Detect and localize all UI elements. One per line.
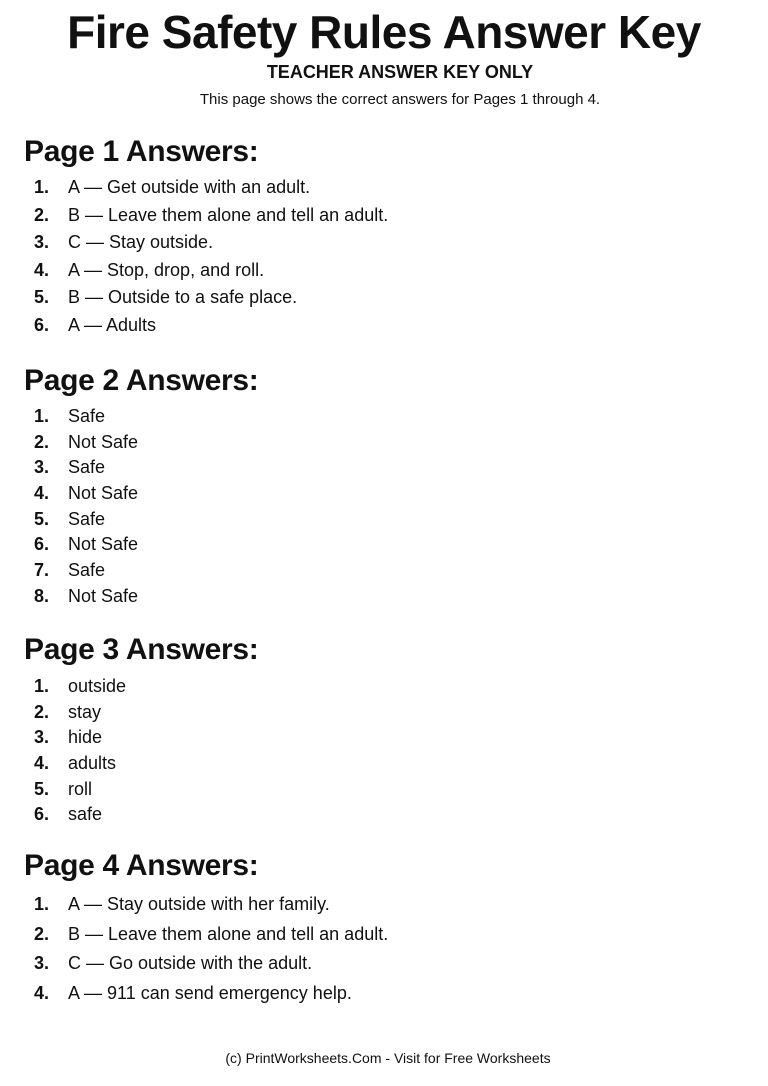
answer-number: 1. bbox=[34, 894, 50, 914]
answer-text: Not Safe bbox=[68, 431, 139, 452]
section-page-2 bbox=[24, 363, 744, 610]
answer-text: C — Go outside with the adult. bbox=[68, 953, 313, 974]
answer-text: B — Leave them alone and tell an adult. bbox=[68, 923, 389, 944]
section-heading: Page 4 Answers: bbox=[24, 849, 259, 882]
answer-item bbox=[24, 751, 744, 777]
answer-item bbox=[24, 312, 744, 340]
answer-number: 3. bbox=[34, 953, 50, 974]
answer-number: 3. bbox=[34, 727, 50, 748]
answer-text: A — Stay outside with her family. bbox=[68, 894, 330, 914]
answer-text: adults bbox=[68, 753, 117, 774]
answer-number: 5. bbox=[34, 778, 50, 799]
answer-number: 6. bbox=[34, 804, 50, 825]
answer-item bbox=[24, 674, 744, 700]
answer-list bbox=[24, 174, 744, 340]
answer-item bbox=[24, 890, 744, 920]
answer-number: 8. bbox=[34, 585, 50, 606]
answer-item bbox=[24, 725, 744, 751]
answer-list bbox=[24, 890, 744, 1008]
answer-number: 4. bbox=[34, 982, 50, 1003]
answer-text: A — Get outside with an adult. bbox=[68, 177, 311, 197]
answer-number: 1. bbox=[34, 406, 50, 426]
answer-number: 4. bbox=[34, 483, 50, 504]
answer-item bbox=[24, 802, 744, 828]
answer-number: 5. bbox=[34, 508, 50, 529]
answer-item bbox=[24, 430, 744, 456]
answer-text: A — 911 can send emergency help. bbox=[68, 982, 352, 1003]
answer-item bbox=[24, 455, 744, 481]
answer-number: 4. bbox=[34, 753, 50, 774]
answer-text: hide bbox=[68, 727, 103, 748]
answer-list bbox=[24, 404, 744, 610]
answer-text: B — Outside to a safe place. bbox=[68, 287, 298, 308]
answer-number: 4. bbox=[34, 259, 50, 280]
answer-text: safe bbox=[68, 804, 103, 825]
answer-number: 2. bbox=[34, 431, 50, 452]
answer-text: C — Stay outside. bbox=[68, 232, 214, 253]
answer-number: 2. bbox=[34, 204, 50, 225]
answer-text: Not Safe bbox=[68, 585, 139, 606]
answer-item bbox=[24, 481, 744, 507]
answer-text: A — Adults bbox=[68, 314, 157, 335]
section-page-1 bbox=[24, 134, 744, 340]
page-title: Fire Safety Rules Answer Key bbox=[67, 6, 701, 58]
answer-list bbox=[24, 674, 744, 828]
answer-item bbox=[24, 174, 744, 202]
answer-item bbox=[24, 257, 744, 285]
answer-text: Not Safe bbox=[68, 483, 139, 504]
answer-item bbox=[24, 507, 744, 533]
answer-text: Safe bbox=[68, 560, 106, 581]
answer-text: A — Stop, drop, and roll. bbox=[68, 259, 265, 280]
answer-number: 3. bbox=[34, 232, 50, 253]
answer-number: 2. bbox=[34, 701, 50, 722]
answer-text: Safe bbox=[68, 508, 106, 529]
answer-item bbox=[24, 404, 744, 430]
answer-number: 7. bbox=[34, 560, 50, 581]
answer-number: 1. bbox=[34, 177, 50, 197]
footer-credit: (c) PrintWorksheets.Com - Visit for Free Worksheets bbox=[225, 1050, 551, 1066]
answer-item bbox=[24, 777, 744, 803]
section-heading: Page 2 Answers: bbox=[24, 364, 259, 397]
answer-item bbox=[24, 979, 744, 1009]
page-subtitle: TEACHER ANSWER KEY ONLY bbox=[266, 62, 534, 82]
answer-text: B — Leave them alone and tell an adult. bbox=[68, 204, 389, 225]
answer-number: 3. bbox=[34, 457, 50, 478]
answer-number: 2. bbox=[34, 923, 50, 944]
answer-item bbox=[24, 284, 744, 312]
answer-text: outside bbox=[68, 676, 127, 696]
answer-number: 5. bbox=[34, 287, 50, 308]
section-heading: Page 3 Answers: bbox=[24, 633, 259, 666]
answer-text: Safe bbox=[68, 406, 106, 426]
answer-number: 6. bbox=[34, 534, 50, 555]
answer-item bbox=[24, 532, 744, 558]
answer-item bbox=[24, 229, 744, 257]
answer-text: roll bbox=[68, 778, 93, 799]
section-page-3 bbox=[24, 632, 744, 828]
answer-item bbox=[24, 700, 744, 726]
answer-text: Safe bbox=[68, 457, 106, 478]
answer-item bbox=[24, 920, 744, 950]
answer-item bbox=[24, 584, 744, 610]
answer-text: Not Safe bbox=[68, 534, 139, 555]
answer-item bbox=[24, 202, 744, 230]
section-heading: Page 1 Answers: bbox=[24, 135, 259, 168]
answer-number: 6. bbox=[34, 314, 50, 335]
answer-item bbox=[24, 949, 744, 979]
intro-text: This page shows the correct answers for Pages 1 through 4. bbox=[199, 91, 601, 108]
answer-text: stay bbox=[68, 701, 102, 722]
answer-item bbox=[24, 558, 744, 584]
section-page-4 bbox=[24, 848, 744, 1008]
answer-number: 1. bbox=[34, 676, 50, 696]
